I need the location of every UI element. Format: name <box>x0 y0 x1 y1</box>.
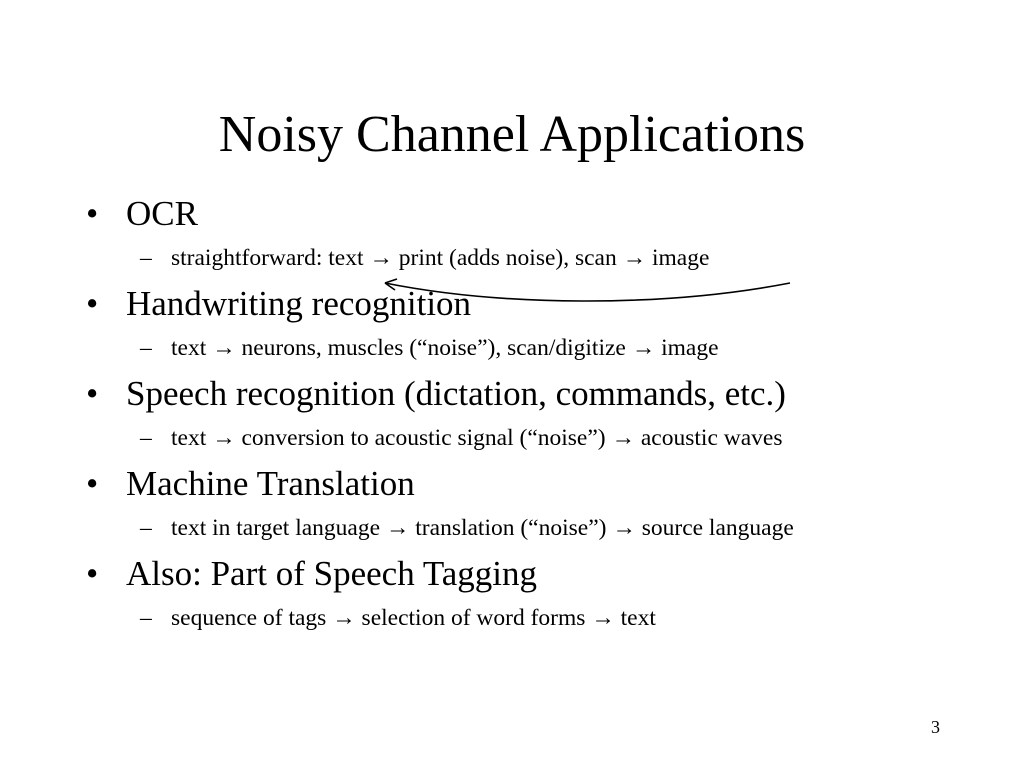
bullet-text: Also: Part of Speech Tagging <box>126 554 538 593</box>
bullet-text: Speech recognition (dictation, commands, etc.) <box>126 374 786 413</box>
page-number: 3 <box>931 717 940 737</box>
sub-dash: – <box>140 515 152 541</box>
bullet-text: OCR <box>126 194 198 233</box>
sub-dash: – <box>140 425 152 451</box>
sub-dash: – <box>140 245 152 271</box>
bullet-dot: • <box>86 464 99 503</box>
bullet-text: Handwriting recognition <box>126 284 472 323</box>
sub-text: straightforward: text → print (adds noise), scan → image <box>171 245 710 271</box>
sub-text: text → neurons, muscles (“noise”), scan/digitize → image <box>171 335 719 361</box>
sub-dash: – <box>140 335 152 361</box>
bullet-dot: • <box>86 374 99 413</box>
sub-text: text in target language → translation (“noise”) → source language <box>171 515 794 541</box>
bullet-dot: • <box>86 194 99 233</box>
sub-dash: – <box>140 605 152 631</box>
slide-title: Noisy Channel Applications <box>218 106 806 163</box>
sub-text: sequence of tags → selection of word forms → text <box>171 605 656 631</box>
bullet-dot: • <box>86 554 99 593</box>
bullet-dot: • <box>86 284 99 323</box>
sub-text: text → conversion to acoustic signal (“noise”) → acoustic waves <box>171 425 783 451</box>
bullet-text: Machine Translation <box>126 464 415 503</box>
